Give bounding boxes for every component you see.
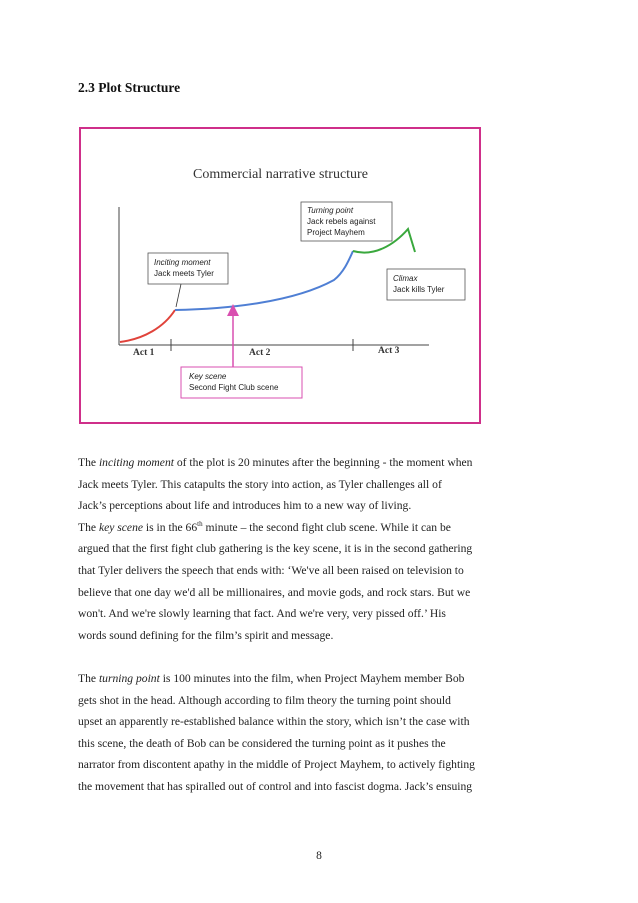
paragraph-line: Jack meets Tyler. This catapults the story into action, as Tyler challenges all of	[78, 477, 442, 491]
paragraph-gap	[78, 646, 558, 668]
term-turning-point: turning point	[98, 671, 160, 685]
turning-point-desc-line1: Jack rebels against	[307, 217, 376, 226]
paragraph-line: believe that one day we'd all be millionaires, and movie gods, and rock stars. But we	[78, 585, 471, 599]
turning-point-desc-line2: Project Mayhem	[307, 228, 365, 237]
narrative-structure-figure	[79, 127, 481, 424]
key-scene-title: Key scene	[189, 372, 227, 381]
climax-title: Climax	[393, 274, 418, 283]
paragraph-line: that Tyler delivers the speech that ends with: ‘We've all been raised on television to	[78, 563, 464, 577]
paragraph-line: The turning point is 100 minutes into the film, when Project Mayhem member Bob	[78, 671, 465, 685]
body-text	[78, 452, 558, 798]
climax-desc: Jack kills Tyler	[393, 285, 445, 294]
key-scene-desc: Second Fight Club scene	[189, 383, 279, 392]
page-number: 8	[316, 850, 322, 862]
term-inciting-moment: inciting moment	[98, 456, 174, 469]
turning-point-title: Turning point	[307, 206, 354, 215]
paragraph-line: the movement that has spiralled out of control and into fascist dogma. Jack’s ensuing	[78, 779, 473, 793]
narrative-structure-diagram	[79, 127, 481, 424]
paragraph-line: The key scene is in the 66th minute – the second fight club scene. While it can be	[78, 519, 451, 534]
act3-label: Act 3	[378, 346, 400, 356]
act2-label: Act 2	[249, 348, 271, 358]
inciting-moment-title: Inciting moment	[154, 258, 211, 267]
paragraph-line: words sound defining for the film’s spirit and message.	[78, 628, 334, 642]
paragraph-line: won't. And we're slowly learning that fact. And we're very, very pissed off.’ His	[78, 607, 446, 621]
act1-label: Act 1	[133, 348, 155, 358]
paragraph-line: this scene, the death of Bob can be considered the turning point as it pushes the	[78, 736, 446, 750]
paragraph-line: The inciting moment of the plot is 20 minutes after the beginning - the moment when	[78, 456, 473, 469]
term-key-scene: key scene	[98, 520, 144, 534]
section-heading: 2.3 Plot Structure	[78, 80, 181, 95]
paragraph-line: Jack’s perceptions about life and introduces him to a new way of living.	[78, 499, 412, 513]
paragraph-line: upset an apparently re-established balance within the story, which isn’t the case with	[78, 715, 470, 729]
diagram-title: Commercial narrative structure	[193, 167, 368, 182]
paragraph-line: narrator from discontent apathy in the middle of Project Mayhem, to actively fighting	[78, 758, 475, 772]
inciting-moment-desc: Jack meets Tyler	[154, 269, 214, 278]
paragraph-line: argued that the first fight club gathering is the key scene, it is in the second gathering	[78, 542, 473, 556]
paragraph-line: gets shot in the head. Although according to film theory the turning point should	[78, 693, 451, 707]
